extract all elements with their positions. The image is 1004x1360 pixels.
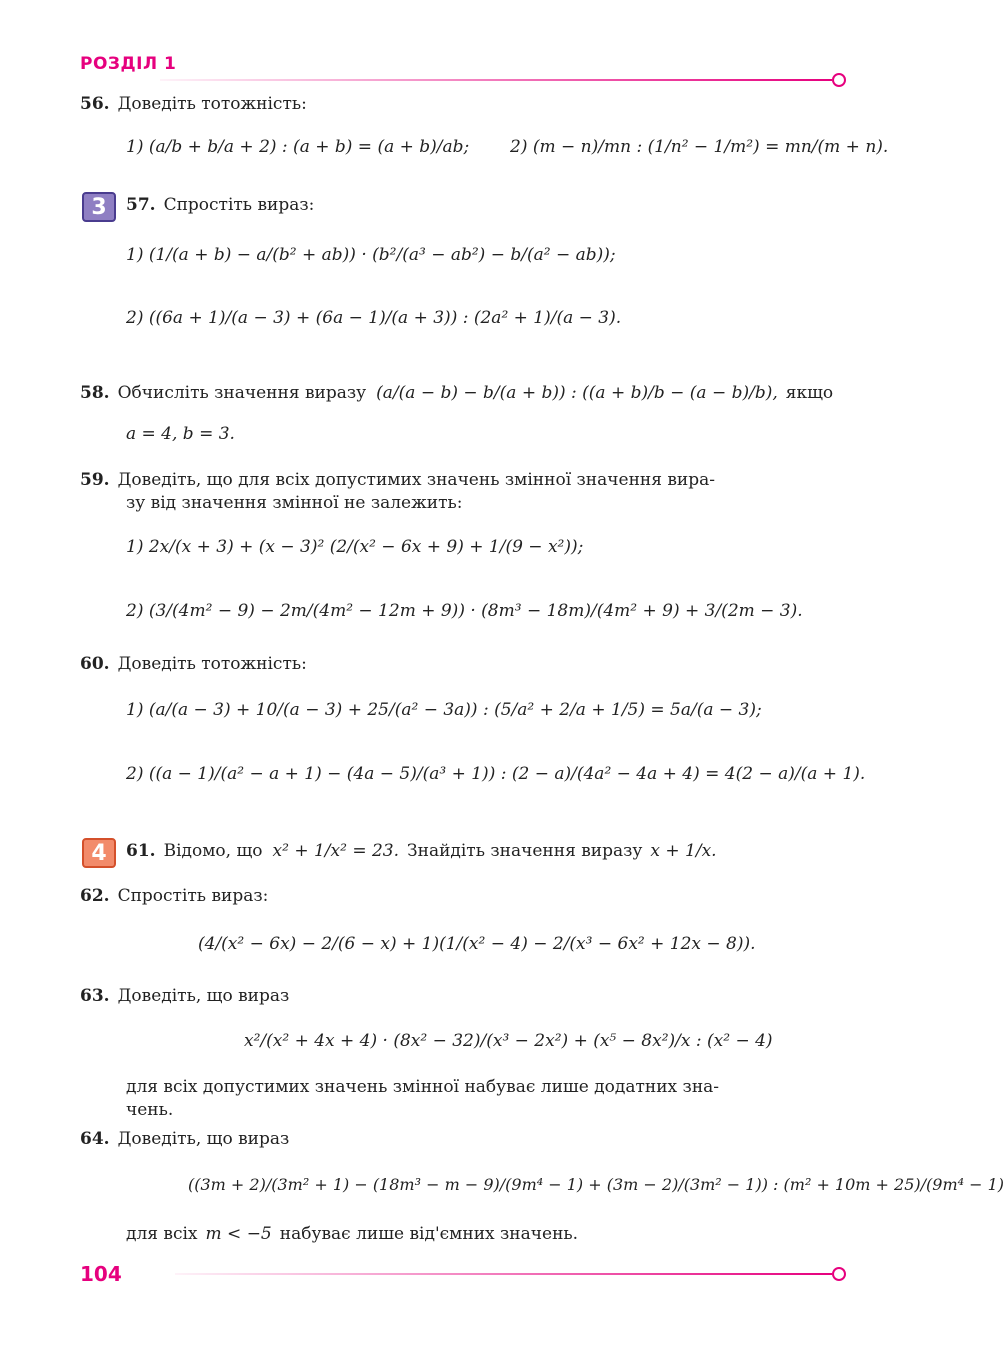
formula-60-2: 2) ((a − 1)/(a² − a + 1) − (4a − 5)/(a³ + 1)) : (2 − a)/(4a² − 4a + 4) = 4(2 − a)/(a + 1). xyxy=(126,764,866,784)
problem-number: 62. xyxy=(80,886,110,906)
problem-text-3: набуває лише від'ємних значень. xyxy=(279,1224,579,1244)
formula-57-2: 2) ((6a + 1)/(a − 3) + (6a − 1)/(a + 3)) : (2a² + 1)/(a − 3). xyxy=(126,308,622,328)
problem-56 xyxy=(80,94,846,114)
problem-64 xyxy=(80,1129,846,1149)
problem-63 xyxy=(80,986,846,1006)
formula-61-1: x² + 1/x² = 23. xyxy=(272,841,400,861)
problem-text: Доведіть, що вираз xyxy=(117,1129,290,1149)
problem-57 xyxy=(126,195,846,215)
problem-number: 56. xyxy=(80,94,110,114)
problem-text-2: Знайдіть значення виразу xyxy=(407,841,643,861)
problem-number: 64. xyxy=(80,1129,110,1149)
problem-58 xyxy=(80,383,846,403)
formula-56-1: 1) (a/b + b/a + 2) : (a + b) = (a + b)/ab; xyxy=(126,137,470,157)
problem-text: Відомо, що xyxy=(163,841,263,861)
problem-number: 61. xyxy=(126,841,156,861)
problem-62 xyxy=(80,886,846,906)
page-number: 104 xyxy=(80,1262,122,1286)
level-4-badge: 4 xyxy=(82,838,116,868)
level-3-badge: 3 xyxy=(82,192,116,222)
problem-63-text-2: для всіх допустимих значень змінної набуває лише додатних зна- xyxy=(126,1077,720,1097)
formula-61-2: x + 1/x. xyxy=(650,841,717,861)
section-header: РОЗДІЛ 1 xyxy=(80,54,177,74)
problem-number: 57. xyxy=(126,195,156,215)
problem-59-text-2: зу від значення змінної не залежить: xyxy=(126,493,463,513)
formula-59-1: 1) 2x/(x + 3) + (x − 3)² (2/(x² − 6x + 9) + 1/(9 − x²)); xyxy=(126,537,584,557)
problem-text: Доведіть тотожність: xyxy=(117,654,307,674)
formula-60-1: 1) (a/(a − 3) + 10/(a − 3) + 25/(a² − 3a)) : (5/a² + 2/a + 1/5) = 5a/(a − 3); xyxy=(126,700,762,720)
header-rule-end-circle xyxy=(832,73,846,87)
header-rule xyxy=(160,79,832,81)
problem-text-2: для всіх xyxy=(126,1224,198,1244)
problem-number: 58. xyxy=(80,383,110,403)
problem-59 xyxy=(80,470,846,490)
problem-text: Доведіть, що вираз xyxy=(117,986,290,1006)
footer-rule-end-circle xyxy=(832,1267,846,1281)
footer-rule xyxy=(175,1273,832,1275)
problem-64-conclusion xyxy=(126,1224,578,1244)
problem-number: 59. xyxy=(80,470,110,490)
formula-57-1: 1) (1/(a + b) − a/(b² + ab)) · (b²/(a³ − ab²) − b/(a² − ab)); xyxy=(126,245,616,265)
problem-text: Спростіть вираз: xyxy=(117,886,269,906)
problem-number: 60. xyxy=(80,654,110,674)
formula-59-2: 2) (3/(4m² − 9) − 2m/(4m² − 12m + 9)) · (8m³ − 18m)/(4m² + 9) + 3/(2m − 3). xyxy=(126,601,803,621)
formula-62: (4/(x² − 6x) − 2/(6 − x) + 1)(1/(x² − 4) − 2/(x³ − 6x² + 12x − 8)). xyxy=(198,934,756,954)
problem-number: 63. xyxy=(80,986,110,1006)
problem-text-2: якщо xyxy=(785,383,834,403)
formula-58: (a/(a − b) − b/(a + b)) : ((a + b)/b − (a − b)/b), xyxy=(376,383,778,403)
problem-63-text-3: чень. xyxy=(126,1100,174,1120)
formula-63: x²/(x² + 4x + 4) · (8x² − 32)/(x³ − 2x²) + (x⁵ − 8x²)/x : (x² − 4) xyxy=(244,1031,773,1051)
problem-text: Обчисліть значення виразу xyxy=(117,383,367,403)
problem-61 xyxy=(126,841,846,861)
condition-58: a = 4, b = 3. xyxy=(126,424,235,444)
condition-64: m < −5 xyxy=(205,1224,272,1244)
problem-text: Доведіть тотожність: xyxy=(117,94,307,114)
formula-56-2: 2) (m − n)/mn : (1/n² − 1/m²) = mn/(m + n). xyxy=(510,137,889,157)
problem-text: Спростіть вираз: xyxy=(163,195,315,215)
problem-text: Доведіть, що для всіх допустимих значень змінної значення вира- xyxy=(117,470,716,490)
problem-60 xyxy=(80,654,846,674)
formula-64: ((3m + 2)/(3m² + 1) − (18m³ − m − 9)/(9m⁴ − 1) + (3m − 2)/(3m² − 1)) : (m² + 10m + 25)/(9m⁴ − 1) xyxy=(188,1175,1004,1194)
